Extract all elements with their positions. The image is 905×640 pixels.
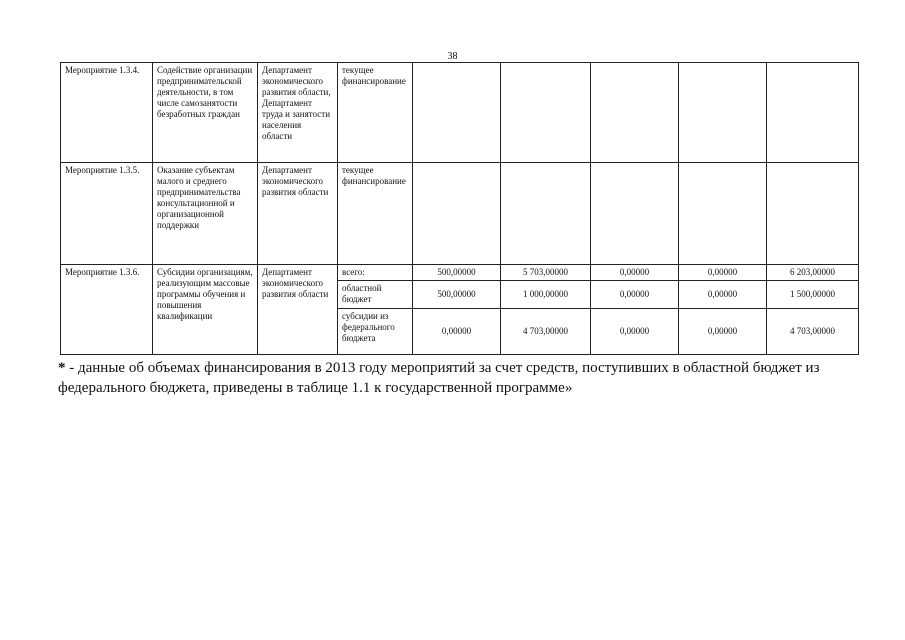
value-cell [679, 163, 767, 265]
description-cell: Содействие организации предпринимательской деятельности, в том числе самозанятости безработных граждан [153, 63, 258, 163]
executor-cell: Департамент экономического развития области [258, 265, 338, 355]
value-cell [767, 163, 859, 265]
value-cell: 0,00000 [679, 281, 767, 309]
value-cell: 500,00000 [413, 281, 501, 309]
value-cell [679, 63, 767, 163]
executor-cell: Департамент экономического развития области [258, 163, 338, 265]
value-cell [501, 163, 591, 265]
description-cell: Субсидии организациям, реализующим массовые программы обучения и повышения квалификации [153, 265, 258, 355]
funding-table [60, 62, 859, 355]
value-cell: 4 703,00000 [767, 309, 859, 355]
table-row [61, 63, 859, 163]
value-cell [413, 163, 501, 265]
value-cell: 0,00000 [591, 281, 679, 309]
description-cell: Оказание субъектам малого и среднего предпринимательства консультационной и организационной поддержки [153, 163, 258, 265]
value-cell: 1 000,00000 [501, 281, 591, 309]
table-row [61, 163, 859, 265]
source-cell: областной бюджет [338, 281, 413, 309]
value-cell: 6 203,00000 [767, 265, 859, 281]
value-cell [413, 63, 501, 163]
event-cell: Мероприятие 1.3.6. [61, 265, 153, 355]
value-cell: 0,00000 [591, 265, 679, 281]
value-cell [591, 63, 679, 163]
footnote-text: - данные об объемах финансирования в 2013 году мероприятий за счет средств, поступивших в областной бюджет из федерального бюджета, приведены в таблице 1.1 к государственной программе» [58, 360, 820, 396]
table-row [61, 265, 859, 281]
source-cell: текущее финансирование [338, 63, 413, 163]
value-cell: 4 703,00000 [501, 309, 591, 355]
executor-cell: Департамент экономического развития области, Департамент труда и занятости населения области [258, 63, 338, 163]
value-cell: 0,00000 [679, 309, 767, 355]
event-cell: Мероприятие 1.3.4. [61, 63, 153, 163]
footnote [58, 358, 858, 398]
source-cell: текущее финансирование [338, 163, 413, 265]
source-cell: всего: [338, 265, 413, 281]
page-number: 38 [447, 51, 458, 62]
value-cell: 5 703,00000 [501, 265, 591, 281]
event-cell: Мероприятие 1.3.5. [61, 163, 153, 265]
value-cell: 0,00000 [591, 309, 679, 355]
value-cell [591, 163, 679, 265]
value-cell [767, 63, 859, 163]
value-cell [501, 63, 591, 163]
footnote-marker: * [58, 360, 66, 376]
value-cell: 500,00000 [413, 265, 501, 281]
value-cell: 0,00000 [679, 265, 767, 281]
source-cell: субсидии из федерального бюджета [338, 309, 413, 355]
value-cell: 1 500,00000 [767, 281, 859, 309]
value-cell: 0,00000 [413, 309, 501, 355]
